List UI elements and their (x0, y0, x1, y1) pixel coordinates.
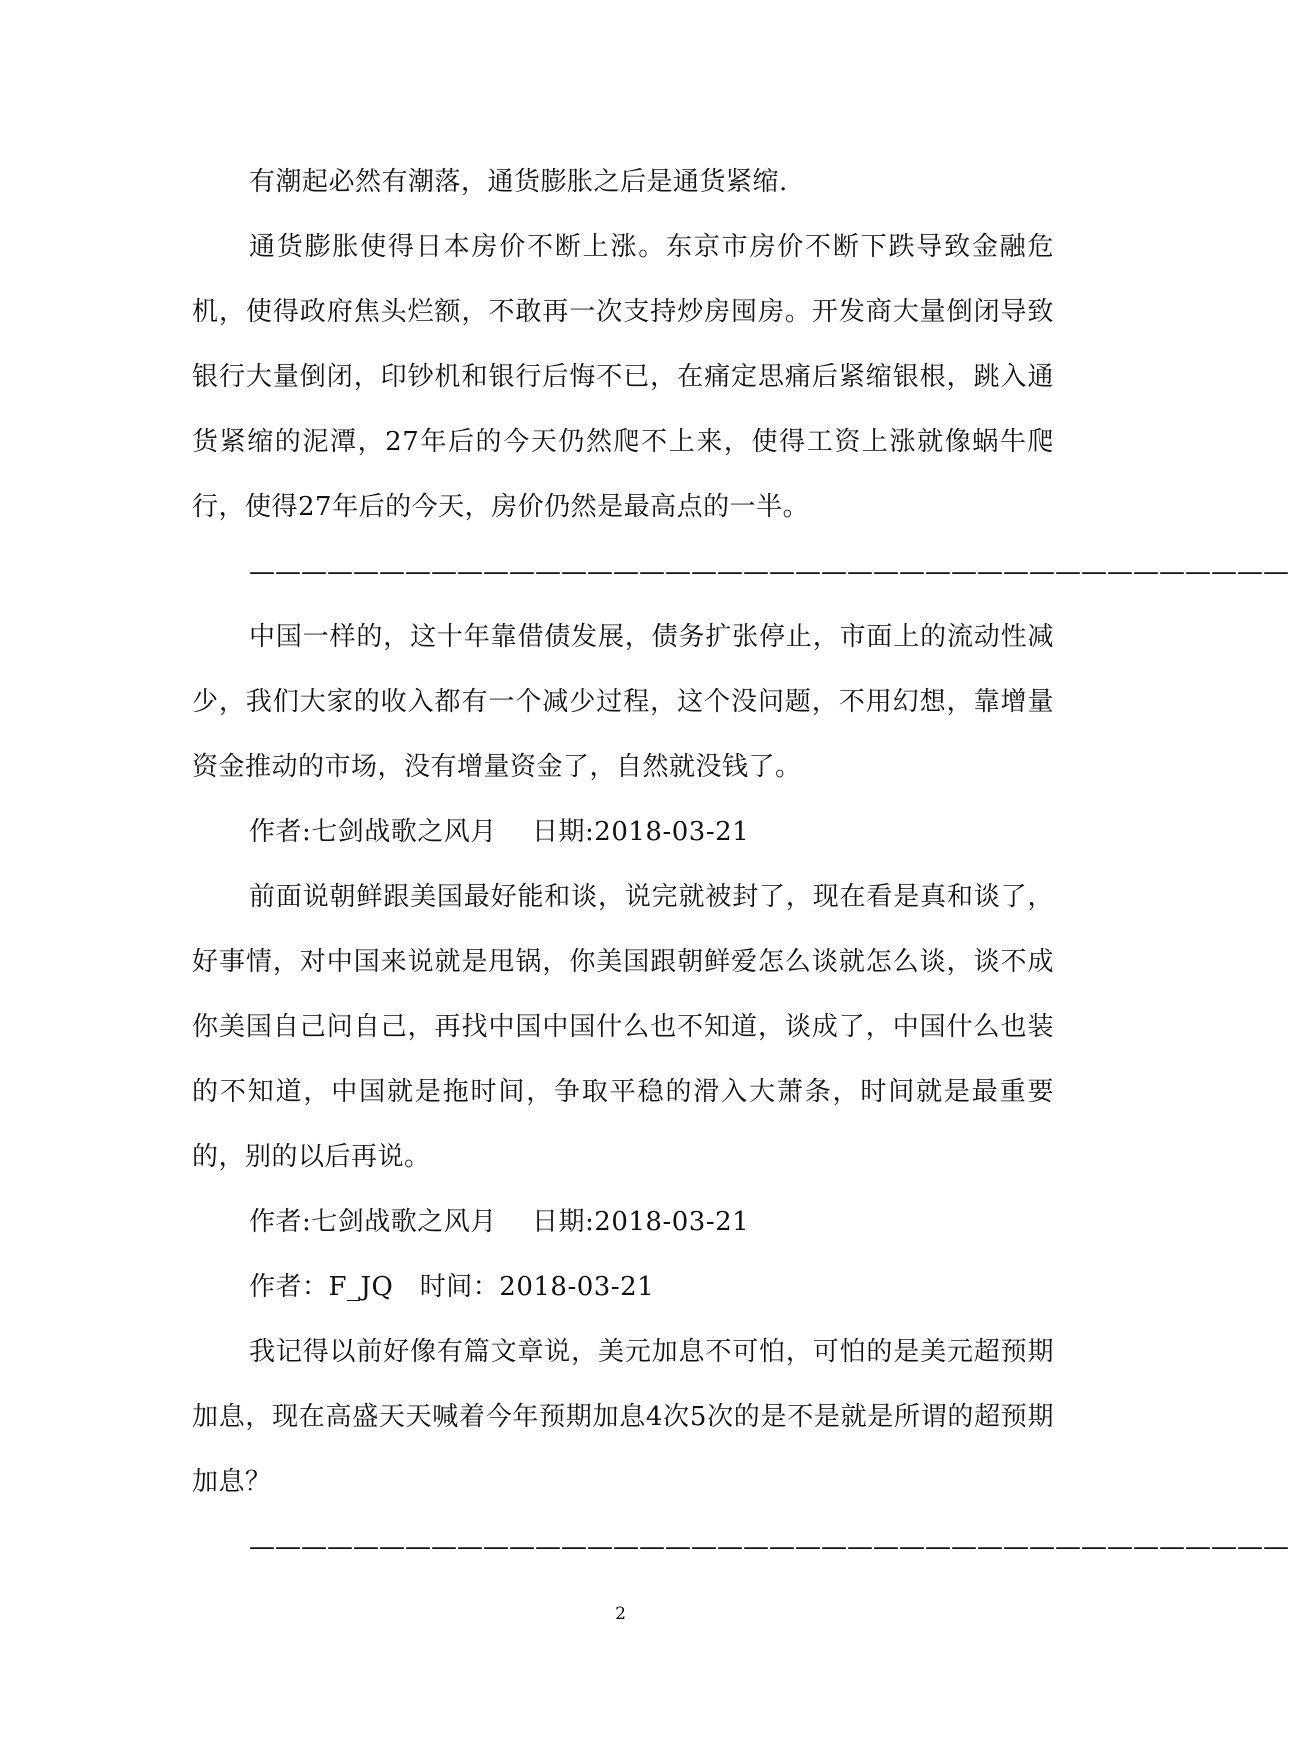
separator-line: ———————————————————————————————————————— (249, 557, 1289, 587)
author-line: 作者:七剑战歌之风月 日期:2018-03-21 (249, 1207, 750, 1237)
document-body (192, 150, 1289, 1580)
paragraph-korea-talks: 前面说朝鲜跟美国最好能和谈，说完就被封了，现在看是真和谈了，好事情，对中国来说就是甩锅，你美国跟朝鲜爱怎么谈就怎么谈，谈不成你美国自己问自己，再找中国中国什么也不知道，谈成了，中国什么也装的不知道，中国就是拖时间，争取平稳的滑入大萧条，时间就是最重要的，别的以后再说。 (192, 882, 1054, 1172)
author-line: 作者:七剑战歌之风月 日期:2018-03-21 (249, 817, 750, 847)
page-number: 2 (615, 1604, 626, 1624)
paragraph-rate-hike: 我记得以前好像有篇文章说，美元加息不可怕，可怕的是美元超预期加息，现在高盛天天喊着今年预期加息4次5次的是不是就是所谓的超预期加息？ (192, 1337, 1054, 1497)
author-line: 作者：F_JQ 时间：2018-03-21 (249, 1272, 655, 1302)
paragraph-china-debt: 中国一样的，这十年靠借债发展，债务扩张停止，市面上的流动性减少，我们大家的收入都有一个减少过程，这个没问题，不用幻想，靠增量资金推动的市场，没有增量资金了，自然就没钱了。 (192, 622, 1054, 782)
paragraph-intro: 有潮起必然有潮落，通货膨胀之后是通货紧缩. (249, 167, 788, 197)
paragraph-japan-housing: 通货膨胀使得日本房价不断上涨。东京市房价不断下跌导致金融危机，使得政府焦头烂额，不敢再一次支持炒房囤房。开发商大量倒闭导致银行大量倒闭，印钞机和银行后悔不已，在痛定思痛后紧缩银根，跳入通货紧缩的泥潭，27年后的今天仍然爬不上来，使得工资上涨就像蜗牛爬行，使得27年后的今天，房价仍然是最高点的一半。 (192, 232, 1054, 522)
separator-line: ———————————————————————————————————————— (249, 1532, 1289, 1562)
